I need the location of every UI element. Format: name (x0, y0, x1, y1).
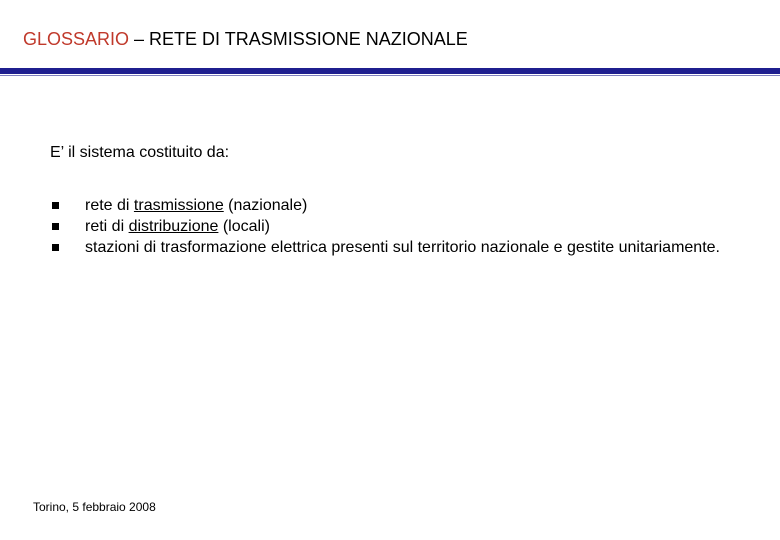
header-rule (0, 68, 780, 74)
title-rest: – RETE DI TRASMISSIONE NAZIONALE (129, 29, 468, 49)
item-text-after: (locali) (218, 218, 270, 235)
item-text-underlined: trasmissione (133, 197, 224, 214)
list-item (50, 196, 730, 216)
square-bullet-icon (52, 244, 59, 251)
intro-text: E’ il sistema costituito da: (50, 144, 230, 161)
list-item (50, 217, 730, 237)
bullet-list (50, 196, 730, 259)
page-title (23, 28, 468, 50)
footer-date: Torino, 5 febbraio 2008 (33, 500, 156, 514)
item-text-before: rete di (85, 197, 134, 214)
item-text-after: (nazionale) (223, 197, 308, 214)
header-rule-thin (0, 75, 780, 76)
item-text-before: reti di (85, 218, 129, 235)
title-accent: GLOSSARIO (23, 29, 130, 49)
list-item (50, 238, 730, 258)
item-text-before: stazioni di trasformazione elettrica presenti sul territorio nazionale e gestite unitariamente. (85, 239, 720, 256)
item-text-underlined: distribuzione (128, 218, 219, 235)
square-bullet-icon (52, 223, 59, 230)
square-bullet-icon (52, 202, 59, 209)
